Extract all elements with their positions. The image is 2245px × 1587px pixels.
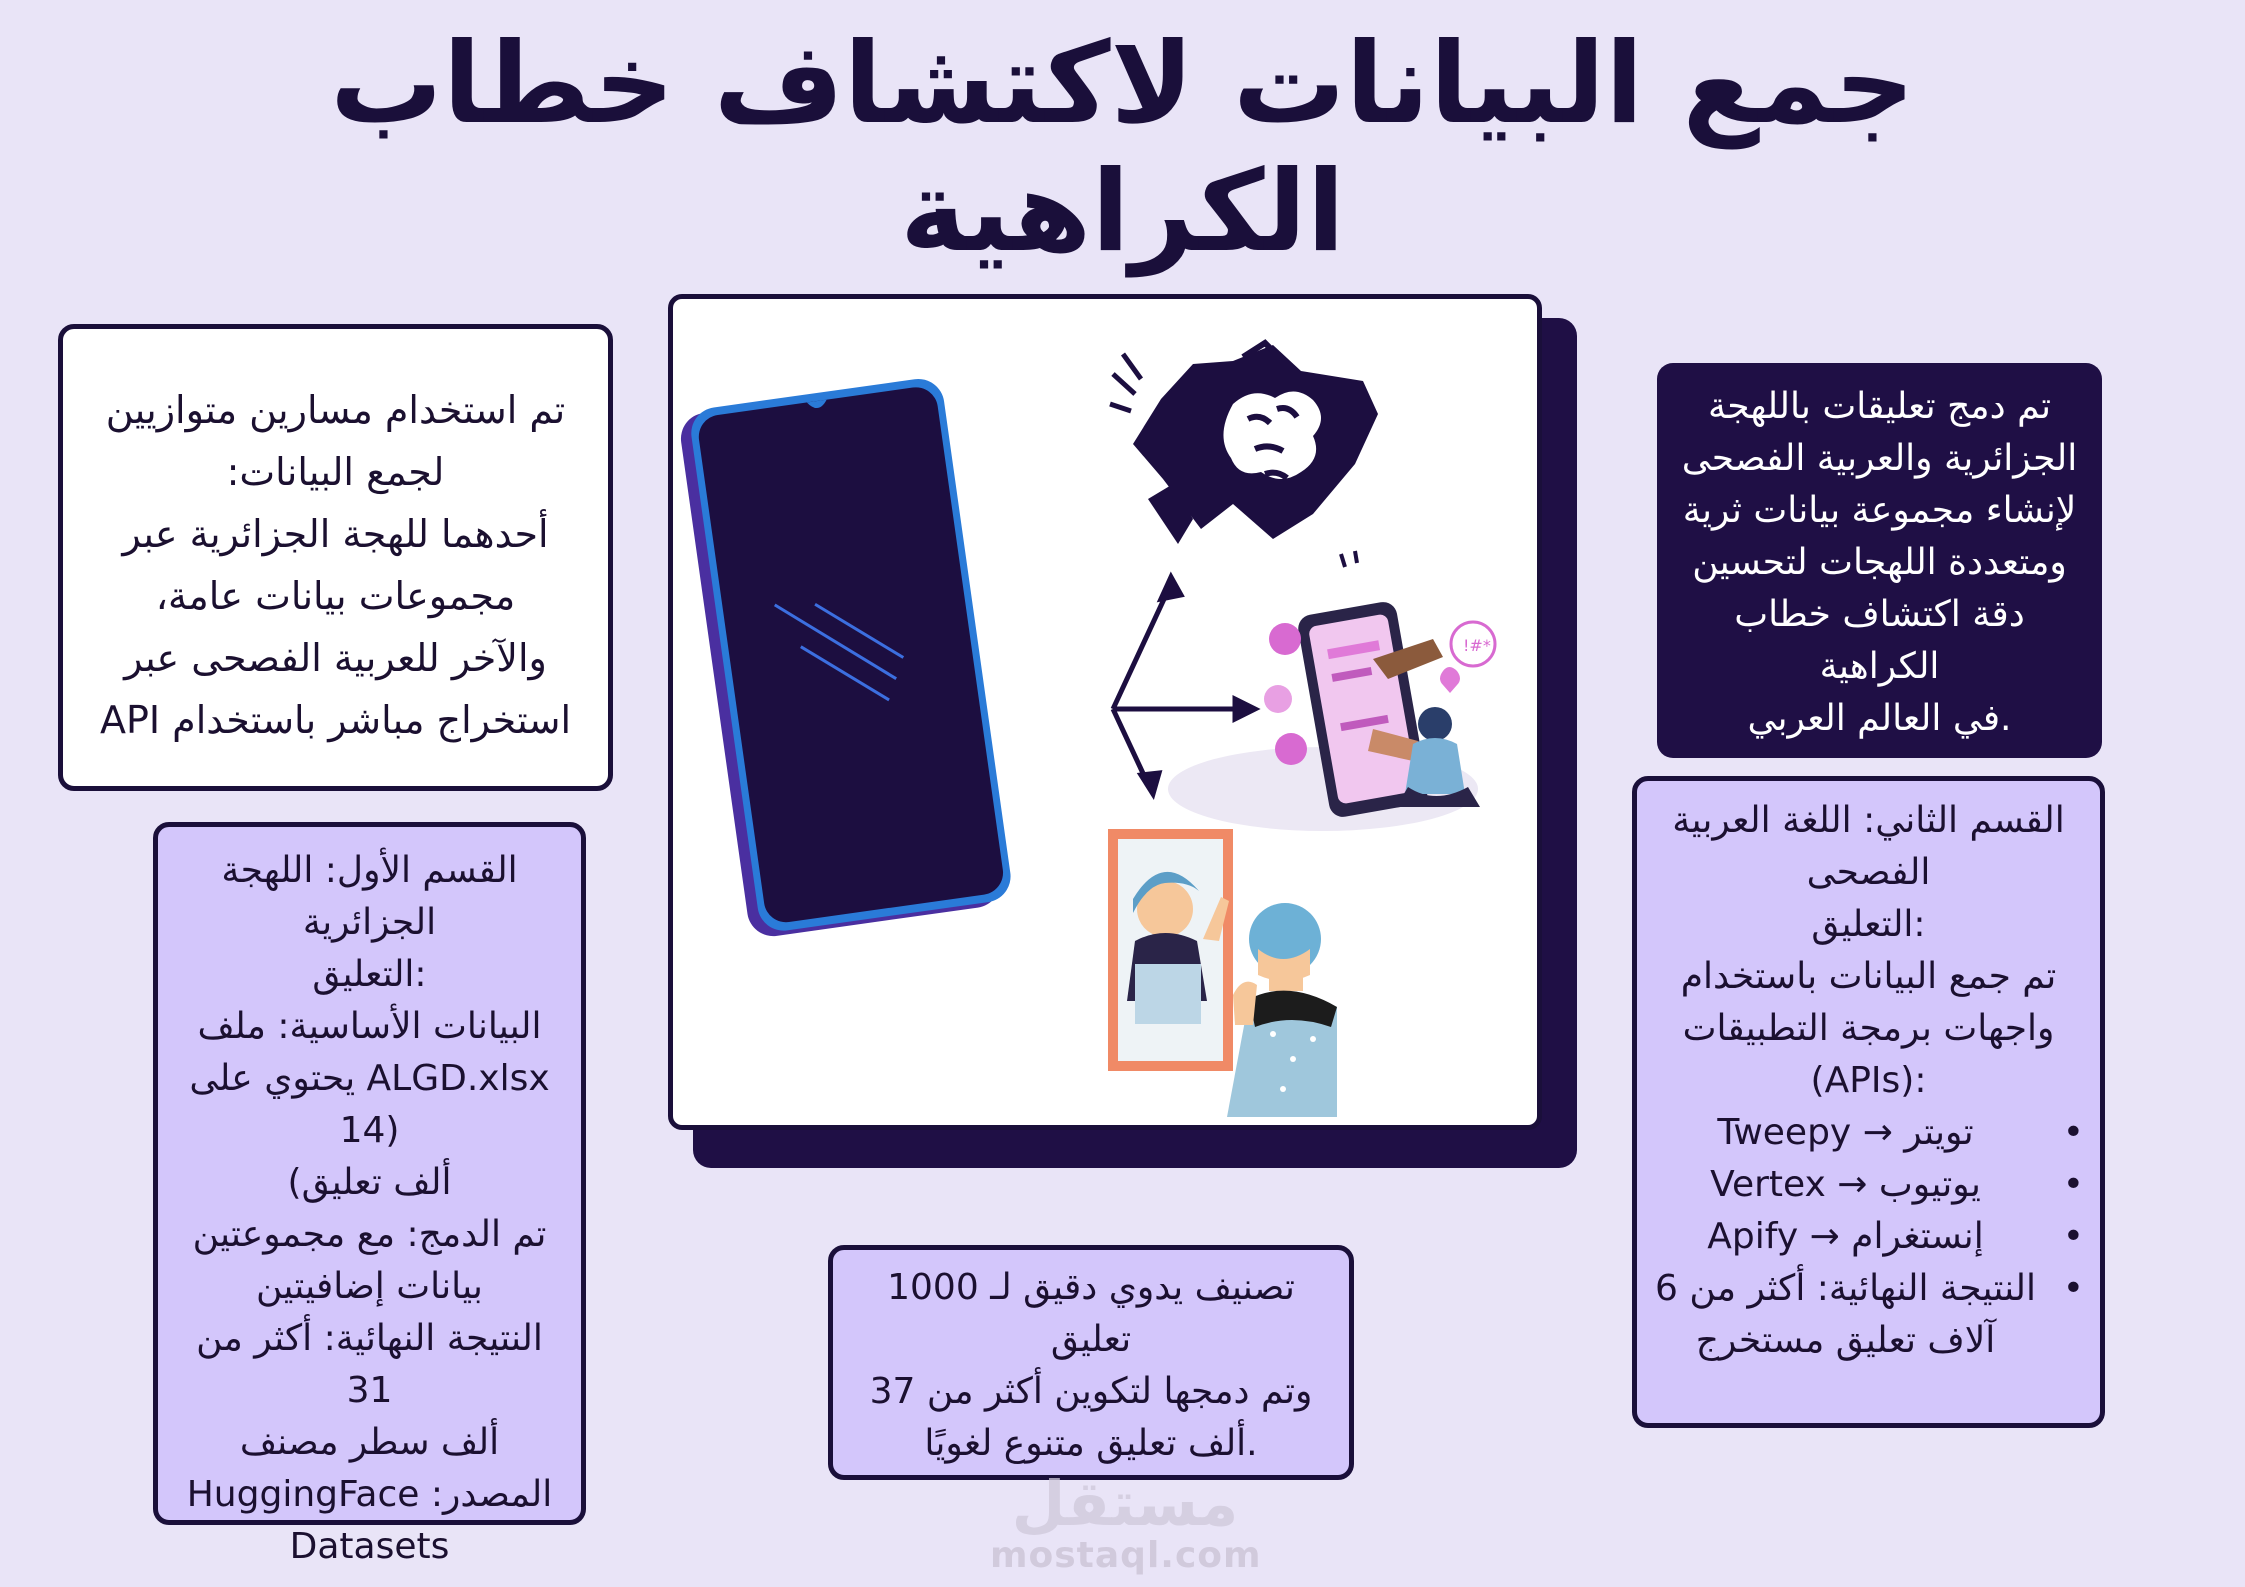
page-title: [200, 20, 2045, 276]
watermark-url: mostaql.com: [990, 1535, 1262, 1576]
mirror-insult-illustration: [1108, 829, 1337, 1117]
msa-list-item: • يوتيوب → Vertex: [1647, 1159, 2054, 1211]
dialect-line: الجزائرية: [302, 902, 437, 943]
msa-list-item: • إنستغرام → Apify: [1647, 1211, 2054, 1263]
dialect-line: القسم الأول: اللهجة: [221, 850, 518, 891]
dialect-line: ألف تعليق): [287, 1162, 452, 1203]
dialect-line: المصدر: HuggingFace: [186, 1474, 553, 1515]
title-line-1: جمع البيانات لاكتشاف خطاب: [330, 19, 1915, 149]
msa-line: :(APIs): [1810, 1060, 1927, 1101]
dialect-line: :التعليق: [312, 954, 427, 995]
watermark: [990, 1467, 1262, 1576]
msa-line: الفصحى: [1806, 852, 1931, 893]
merge-line: لإنشاء مجموعة بيانات ثرية: [1682, 490, 2077, 531]
merge-line: دقة اكتشاف خطاب الكراهية: [1734, 594, 2025, 687]
msa-list-item: • تويتر → Tweepy: [1647, 1107, 2054, 1159]
watermark-logo: مستقل: [1011, 1467, 1239, 1540]
msa-list-item: • النتيجة النهائية: أكثر من 6 آلاف تعليق مستخرج: [1647, 1263, 2054, 1367]
method-line: استخراج مباشر باستخدام API: [99, 698, 572, 742]
msa-line: القسم الثاني: اللغة العربية: [1672, 800, 2065, 841]
dialect-line: Datasets: [289, 1526, 450, 1567]
method-box: [58, 324, 613, 791]
manual-classification-box: [828, 1245, 1354, 1480]
dialect-line: النتيجة النهائية: أكثر من 31: [196, 1318, 543, 1411]
title-line-2: الكراهية: [900, 147, 1345, 277]
dialect-line: ألف سطر مصنف: [239, 1422, 500, 1463]
dialect-line: ALGD.xlsx يحتوي على (14: [189, 1058, 550, 1151]
merge-line: تم دمج تعليقات باللهجة: [1707, 386, 2052, 427]
illustration-card: [668, 294, 1542, 1130]
cyberbullying-illustration: [1168, 600, 1495, 831]
manual-line: تصنيف يدوي دقيق لـ 1000: [887, 1267, 1295, 1308]
msa-section-box: [1632, 776, 2105, 1428]
method-line: والآخر للعربية الفصحى عبر: [124, 636, 547, 680]
msa-line: واجهات برمجة التطبيقات: [1682, 1008, 2055, 1049]
dialect-section-box: [153, 822, 586, 1567]
smartphone-icon: [677, 376, 1014, 940]
merged-dataset-box: [1657, 363, 2102, 758]
msa-line: تم جمع البيانات باستخدام: [1680, 956, 2057, 997]
manual-line: .ألف تعليق متنوع لغويًا: [924, 1423, 1258, 1464]
merge-line: الجزائرية والعربية الفصحى: [1681, 438, 2078, 479]
method-line: أحدهما للهجة الجزائرية عبر: [122, 512, 549, 556]
dialect-line: تم الدمج: مع مجموعتين: [192, 1214, 547, 1255]
method-line: تم استخدام مسارين متوازيين: [105, 388, 566, 432]
illustration-svg: [673, 299, 1542, 1130]
dialect-line: بيانات إضافيتين: [256, 1266, 483, 1307]
svg-text:!#*: !#*: [1463, 636, 1491, 655]
merge-line: .في العالم العربي: [1747, 698, 2012, 739]
msa-source-list: [1647, 1107, 2090, 1367]
manual-line: تعليق: [1050, 1319, 1132, 1360]
angry-fist-icon: [1110, 343, 1378, 567]
manual-line: وتم دمجها لتكوين أكثر من 37: [869, 1371, 1313, 1412]
method-line: مجموعات بيانات عامة،: [155, 574, 516, 618]
method-line: لجمع البيانات:: [226, 450, 445, 494]
merge-line: ومتعددة اللهجات لتحسين: [1692, 542, 2067, 583]
dialect-line: البيانات الأساسية: ملف: [197, 1006, 542, 1047]
msa-line: :التعليق: [1811, 904, 1926, 945]
